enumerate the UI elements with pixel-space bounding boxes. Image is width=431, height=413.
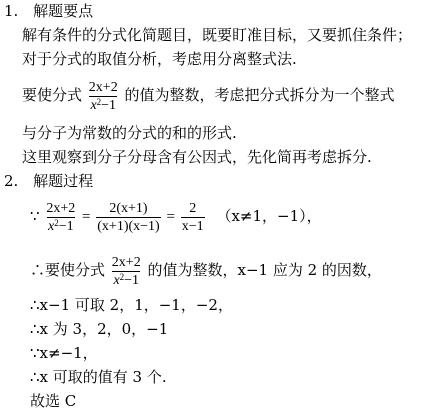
solution-step5: ∵x≠−1， xyxy=(30,344,98,362)
fraction-original xyxy=(88,80,119,113)
section2-title: 解题过程 xyxy=(33,172,94,190)
section1-line4: 与分子为常数的分式的和的形式. xyxy=(22,124,237,142)
solution-step3: ∴x−1 可取 2，1，−1，−2， xyxy=(30,296,233,314)
section1-line1: 解有条件的分式化简题目，既要盯准目标，又要抓住条件； xyxy=(22,26,413,44)
section2-number: 2. xyxy=(4,172,19,190)
section1-line3-pre: 要使分式 xyxy=(22,86,83,104)
solution-step2: ∴要使分式 $\frac{2x+2}{x^2-1}$ 的值为整数，x−1 应为 2 的因数， xyxy=(30,254,382,288)
section1-heading xyxy=(4,2,93,20)
section1-line3-post: 的值为整数，考虑把分式拆分为一个整式 xyxy=(124,86,395,104)
section1-line2: 对于分式的取值分析，考虑用分离整式法. xyxy=(22,50,297,68)
section2-heading xyxy=(4,172,93,190)
because-symbol: ∵ xyxy=(30,207,40,225)
solution-answer: 故选 C xyxy=(30,392,77,410)
section1-line5: 这里观察到分子分母含有公因式，先化简再考虑拆分. xyxy=(22,148,372,166)
fraction-lhs: $\frac{2x+2}{x^2-1}$ xyxy=(46,200,76,234)
fraction-denominator: $x^2-1$ xyxy=(90,96,117,113)
solution-equation xyxy=(30,194,322,239)
section1-number: 1. xyxy=(4,2,19,20)
equals-1: = xyxy=(82,209,91,225)
section1-line3 xyxy=(22,76,395,114)
fraction-simplified: $\frac{2}{x-1}$ xyxy=(181,200,204,234)
solution-step4: ∴x 为 3，2，0，−1 xyxy=(30,320,169,338)
fraction-numerator: 2x+2 xyxy=(88,79,118,95)
section1-title: 解题要点 xyxy=(33,2,94,20)
solution-step6: ∴x 可取的值有 3 个. xyxy=(30,368,167,386)
fraction-factored: $\frac{2(x+1)}{(x+1)(x-1)}$ xyxy=(97,200,160,234)
fraction-step2: $\frac{2x+2}{x^2-1}$ xyxy=(111,254,141,288)
equals-2: = xyxy=(166,209,175,225)
condition-text: （x≠1，−1）， xyxy=(216,207,322,225)
